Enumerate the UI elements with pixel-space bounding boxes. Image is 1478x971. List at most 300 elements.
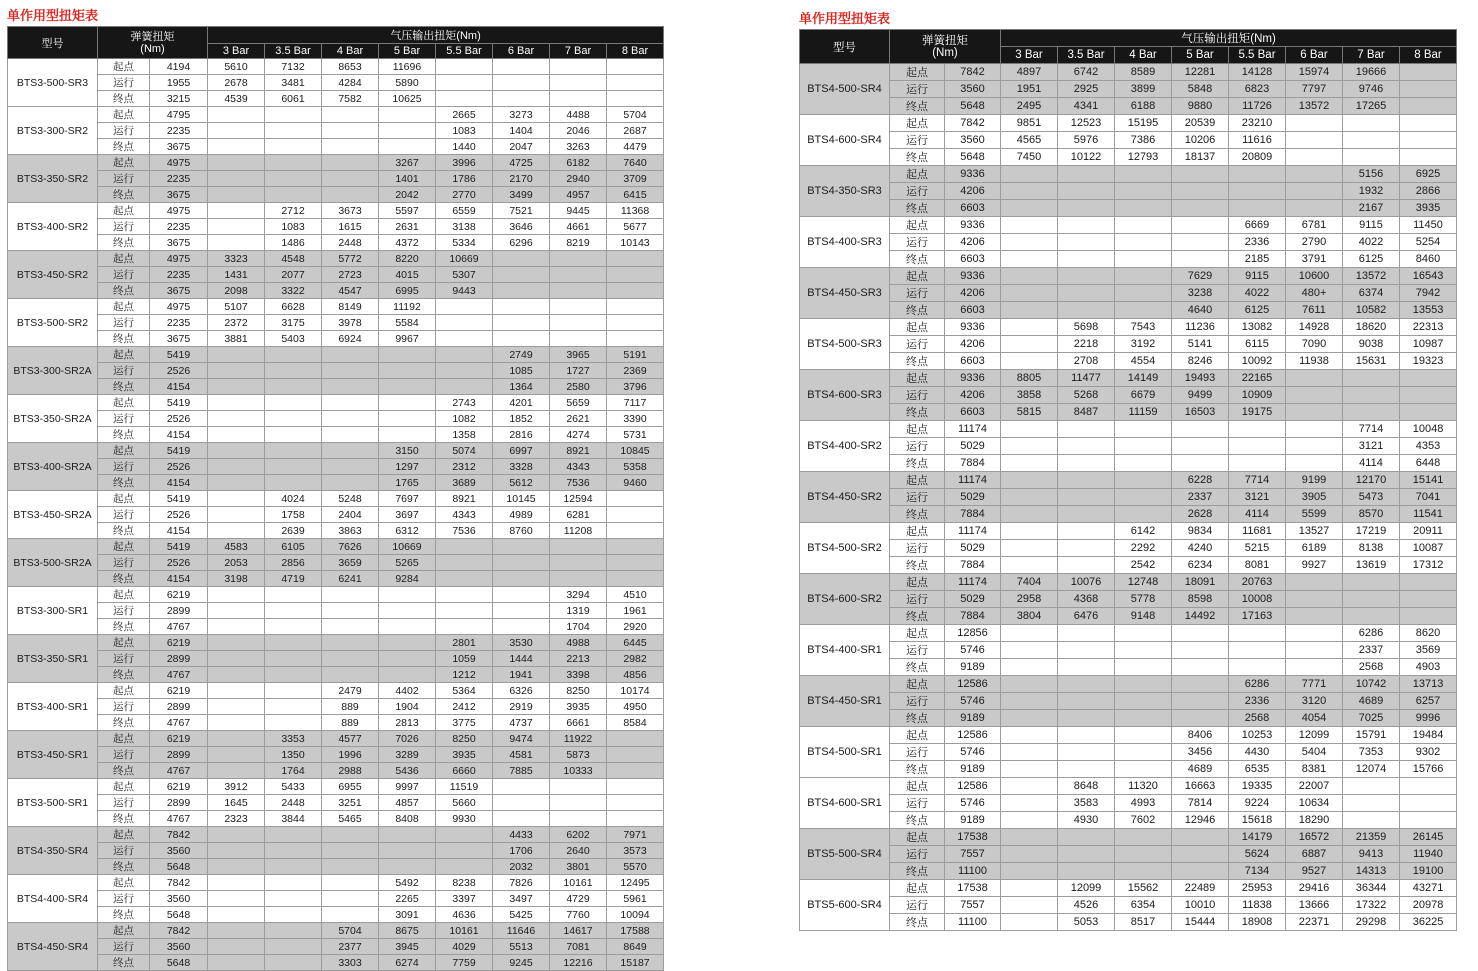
spring-torque-cell: 2526 — [150, 459, 208, 475]
torque-cell: 7771 — [1286, 676, 1343, 693]
torque-cell: 6286 — [1343, 625, 1400, 642]
torque-cell: 3121 — [1229, 489, 1286, 506]
torque-cell — [1115, 251, 1172, 268]
table-row — [800, 183, 1457, 200]
torque-cell: 26145 — [1400, 829, 1457, 846]
torque-cell: 11696 — [379, 59, 436, 75]
spring-torque-cell: 11174 — [945, 421, 1001, 438]
torque-cell: 4636 — [436, 907, 493, 923]
table-row — [8, 747, 664, 763]
phase-label-cell: 起点 — [890, 268, 945, 285]
phase-label-cell: 终点 — [890, 557, 945, 574]
torque-cell: 1645 — [208, 795, 265, 811]
torque-cell: 8921 — [550, 443, 607, 459]
table-row — [8, 619, 664, 635]
spring-torque-cell: 9189 — [945, 812, 1001, 829]
phase-label-cell: 运行 — [98, 459, 150, 475]
torque-cell — [379, 395, 436, 411]
spring-torque-cell: 9336 — [945, 319, 1001, 336]
torque-cell — [550, 59, 607, 75]
torque-cell — [1058, 234, 1115, 251]
model-cell: BTS4-600-SR1 — [800, 778, 890, 829]
phase-label-cell: 运行 — [98, 75, 150, 91]
header-bar-pressure: 5.5 Bar — [436, 44, 493, 59]
table-row — [8, 683, 664, 699]
torque-cell: 7582 — [322, 91, 379, 107]
torque-cell: 1401 — [379, 171, 436, 187]
torque-cell: 17219 — [1343, 523, 1400, 540]
torque-cell: 1704 — [550, 619, 607, 635]
torque-cell: 4114 — [1343, 455, 1400, 472]
torque-cell — [208, 411, 265, 427]
torque-cell: 5704 — [607, 107, 664, 123]
torque-cell — [265, 187, 322, 203]
table-row — [8, 171, 664, 187]
spring-torque-cell: 4767 — [150, 811, 208, 827]
torque-cell: 8381 — [1286, 761, 1343, 778]
torque-cell: 3965 — [550, 347, 607, 363]
table-row — [8, 571, 664, 587]
torque-cell: 15766 — [1400, 761, 1457, 778]
torque-cell — [1115, 710, 1172, 727]
torque-cell: 4897 — [1001, 64, 1058, 81]
torque-cell: 3945 — [379, 939, 436, 955]
spring-torque-cell: 2235 — [150, 267, 208, 283]
table-row — [800, 200, 1457, 217]
torque-cell: 3267 — [379, 155, 436, 171]
torque-cell: 20539 — [1172, 115, 1229, 132]
torque-cell — [1286, 438, 1343, 455]
phase-label-cell: 起点 — [98, 59, 150, 75]
spring-torque-cell: 6603 — [945, 302, 1001, 319]
table-row — [8, 443, 664, 459]
torque-cell: 5265 — [379, 555, 436, 571]
torque-cell — [1115, 200, 1172, 217]
torque-cell — [379, 347, 436, 363]
torque-cell: 5465 — [322, 811, 379, 827]
torque-cell — [1400, 591, 1457, 608]
phase-label-cell: 起点 — [890, 523, 945, 540]
spring-torque-cell: 9336 — [945, 217, 1001, 234]
torque-cell — [607, 75, 664, 91]
torque-cell — [436, 587, 493, 603]
torque-cell: 1764 — [265, 763, 322, 779]
phase-label-cell: 起点 — [890, 472, 945, 489]
torque-cell — [379, 603, 436, 619]
table-row — [8, 59, 664, 75]
torque-cell: 5425 — [493, 907, 550, 923]
table-row — [800, 829, 1457, 846]
table-row — [8, 315, 664, 331]
torque-cell — [1001, 880, 1058, 897]
spring-torque-cell: 5648 — [150, 907, 208, 923]
torque-cell: 6142 — [1115, 523, 1172, 540]
torque-cell — [493, 603, 550, 619]
torque-cell: 6448 — [1400, 455, 1457, 472]
torque-cell — [1286, 200, 1343, 217]
torque-cell — [436, 331, 493, 347]
torque-cell — [265, 123, 322, 139]
torque-cell: 2323 — [208, 811, 265, 827]
phase-label-cell: 运行 — [98, 555, 150, 571]
phase-label-cell: 起点 — [890, 625, 945, 642]
torque-cell: 3583 — [1058, 795, 1115, 812]
torque-cell — [550, 283, 607, 299]
torque-cell: 5570 — [607, 859, 664, 875]
spring-torque-cell: 3560 — [945, 81, 1001, 98]
torque-cell: 3091 — [379, 907, 436, 923]
torque-cell: 4015 — [379, 267, 436, 283]
model-cell: BTS5-500-SR4 — [800, 829, 890, 880]
torque-cell — [1172, 642, 1229, 659]
torque-cell: 6661 — [550, 715, 607, 731]
torque-cell: 6274 — [379, 955, 436, 971]
torque-cell — [1115, 761, 1172, 778]
table-row — [800, 744, 1457, 761]
model-cell: BTS4-450-SR2 — [800, 472, 890, 523]
phase-label-cell: 运行 — [98, 843, 150, 859]
torque-cell: 9148 — [1115, 608, 1172, 625]
torque-cell — [379, 859, 436, 875]
torque-cell: 1996 — [322, 747, 379, 763]
phase-label-cell: 起点 — [98, 875, 150, 891]
torque-cell — [1001, 778, 1058, 795]
torque-cell — [1229, 642, 1286, 659]
spring-torque-cell: 1955 — [150, 75, 208, 91]
table-row — [8, 523, 664, 539]
torque-cell — [1229, 625, 1286, 642]
torque-cell: 4554 — [1115, 353, 1172, 370]
torque-cell: 5677 — [607, 219, 664, 235]
torque-cell: 2919 — [493, 699, 550, 715]
torque-cell: 8921 — [436, 491, 493, 507]
torque-cell — [1058, 438, 1115, 455]
torque-cell: 19335 — [1229, 778, 1286, 795]
torque-cell: 2743 — [436, 395, 493, 411]
model-cell: BTS3-500-SR3 — [8, 59, 98, 107]
torque-cell: 3899 — [1115, 81, 1172, 98]
torque-cell: 5848 — [1172, 81, 1229, 98]
torque-cell: 2749 — [493, 347, 550, 363]
torque-cell: 7697 — [379, 491, 436, 507]
torque-cell: 7117 — [607, 395, 664, 411]
torque-cell: 11838 — [1229, 897, 1286, 914]
torque-cell — [208, 923, 265, 939]
torque-cell — [265, 955, 322, 971]
torque-cell — [550, 75, 607, 91]
torque-cell: 10669 — [379, 539, 436, 555]
torque-cell: 8220 — [379, 251, 436, 267]
torque-cell: 6679 — [1115, 387, 1172, 404]
torque-cell: 18137 — [1172, 149, 1229, 166]
torque-cell — [1001, 353, 1058, 370]
table-header — [8, 27, 664, 59]
table-row — [8, 907, 664, 923]
torque-cell: 10174 — [607, 683, 664, 699]
table-row — [800, 370, 1457, 387]
table-row — [8, 107, 664, 123]
torque-cell: 9930 — [436, 811, 493, 827]
torque-cell: 5610 — [208, 59, 265, 75]
torque-cell: 6997 — [493, 443, 550, 459]
torque-cell — [265, 891, 322, 907]
torque-cell: 1951 — [1001, 81, 1058, 98]
torque-cell — [493, 91, 550, 107]
torque-cell — [436, 299, 493, 315]
torque-cell — [1001, 846, 1058, 863]
table-row — [800, 506, 1457, 523]
torque-cell — [1058, 676, 1115, 693]
torque-cell: 1364 — [493, 379, 550, 395]
torque-cell — [607, 811, 664, 827]
torque-cell — [265, 683, 322, 699]
torque-cell: 3497 — [493, 891, 550, 907]
torque-cell: 889 — [322, 699, 379, 715]
torque-cell: 9443 — [436, 283, 493, 299]
torque-cell: 7404 — [1001, 574, 1058, 591]
torque-cell: 10582 — [1343, 302, 1400, 319]
torque-cell: 4029 — [436, 939, 493, 955]
torque-cell — [1115, 863, 1172, 880]
phase-label-cell: 终点 — [98, 619, 150, 635]
phase-label-cell: 运行 — [890, 642, 945, 659]
torque-cell: 5778 — [1115, 591, 1172, 608]
torque-cell — [550, 251, 607, 267]
torque-cell: 1932 — [1343, 183, 1400, 200]
phase-label-cell: 运行 — [98, 507, 150, 523]
torque-cell — [1058, 693, 1115, 710]
table-row — [8, 795, 664, 811]
torque-cell: 8598 — [1172, 591, 1229, 608]
torque-cell: 3138 — [436, 219, 493, 235]
torque-cell: 6535 — [1229, 761, 1286, 778]
table-row — [8, 411, 664, 427]
torque-cell — [550, 91, 607, 107]
torque-cell: 2665 — [436, 107, 493, 123]
table-row — [8, 827, 664, 843]
torque-cell — [1001, 319, 1058, 336]
torque-cell — [1172, 863, 1229, 880]
torque-cell: 15618 — [1229, 812, 1286, 829]
table-row — [8, 347, 664, 363]
phase-label-cell: 终点 — [890, 353, 945, 370]
model-cell: BTS4-500-SR3 — [800, 319, 890, 370]
phase-label-cell: 起点 — [98, 923, 150, 939]
torque-cell: 9996 — [1400, 710, 1457, 727]
torque-cell — [436, 59, 493, 75]
spring-torque-cell: 3675 — [150, 187, 208, 203]
torque-cell — [1172, 455, 1229, 472]
torque-cell — [1172, 234, 1229, 251]
torque-cell: 15562 — [1115, 880, 1172, 897]
phase-label-cell: 运行 — [98, 363, 150, 379]
torque-cell: 9115 — [1229, 268, 1286, 285]
model-cell: BTS3-300-SR2 — [8, 107, 98, 155]
torque-cell — [1001, 710, 1058, 727]
torque-cell: 2770 — [436, 187, 493, 203]
table-row — [8, 155, 664, 171]
spring-torque-cell: 2899 — [150, 747, 208, 763]
torque-cell — [493, 299, 550, 315]
torque-cell: 4488 — [550, 107, 607, 123]
torque-cell: 3935 — [1400, 200, 1457, 217]
torque-cell: 20978 — [1400, 897, 1457, 914]
torque-cell: 7353 — [1343, 744, 1400, 761]
header-air-output-torque: 气压输出扭矩(Nm) — [208, 27, 664, 44]
torque-cell: 14928 — [1286, 319, 1343, 336]
phase-label-cell: 起点 — [890, 676, 945, 693]
torque-cell: 9302 — [1400, 744, 1457, 761]
torque-cell: 4577 — [322, 731, 379, 747]
spring-torque-cell: 5419 — [150, 347, 208, 363]
torque-cell: 6995 — [379, 283, 436, 299]
phase-label-cell: 终点 — [98, 187, 150, 203]
torque-cell: 5404 — [1286, 744, 1343, 761]
torque-cell — [550, 795, 607, 811]
torque-cell — [1286, 642, 1343, 659]
torque-cell: 5597 — [379, 203, 436, 219]
phase-label-cell: 运行 — [98, 699, 150, 715]
table-row — [800, 591, 1457, 608]
torque-cell: 11940 — [1400, 846, 1457, 863]
torque-cell — [607, 491, 664, 507]
torque-cell: 5473 — [1343, 489, 1400, 506]
phase-label-cell: 起点 — [890, 166, 945, 183]
torque-cell: 2167 — [1343, 200, 1400, 217]
torque-cell — [1115, 472, 1172, 489]
model-cell: BTS4-400-SR2 — [800, 421, 890, 472]
phase-label-cell: 运行 — [890, 693, 945, 710]
spring-torque-cell: 6219 — [150, 779, 208, 795]
torque-cell: 2813 — [379, 715, 436, 731]
spring-torque-cell: 9336 — [945, 166, 1001, 183]
torque-cell — [550, 299, 607, 315]
torque-cell: 4581 — [493, 747, 550, 763]
table-row — [800, 574, 1457, 591]
torque-cell: 8460 — [1400, 251, 1457, 268]
spring-torque-cell: 4975 — [150, 203, 208, 219]
table-row — [8, 331, 664, 347]
torque-cell — [493, 251, 550, 267]
table-row — [8, 923, 664, 939]
torque-cell: 19484 — [1400, 727, 1457, 744]
torque-cell — [208, 139, 265, 155]
model-cell: BTS3-400-SR2 — [8, 203, 98, 251]
torque-cell — [265, 651, 322, 667]
torque-cell — [1115, 455, 1172, 472]
torque-cell — [1229, 421, 1286, 438]
torque-cell — [265, 443, 322, 459]
torque-cell: 10122 — [1058, 149, 1115, 166]
torque-cell: 10845 — [607, 443, 664, 459]
torque-cell: 7025 — [1343, 710, 1400, 727]
spring-torque-cell: 4767 — [150, 763, 208, 779]
torque-cell: 14617 — [550, 923, 607, 939]
torque-cell: 6326 — [493, 683, 550, 699]
table-row — [800, 81, 1457, 98]
table-row — [800, 149, 1457, 166]
torque-cell — [265, 107, 322, 123]
table-row — [800, 115, 1457, 132]
torque-cell — [1115, 744, 1172, 761]
header-spring-torque — [98, 27, 208, 59]
header-bar-pressure: 7 Bar — [1343, 47, 1400, 64]
spring-torque-cell: 4206 — [945, 285, 1001, 302]
torque-cell: 4719 — [265, 571, 322, 587]
spring-torque-cell: 5419 — [150, 395, 208, 411]
table-row — [800, 336, 1457, 353]
header-model: 型号 — [8, 27, 98, 59]
torque-cell: 4022 — [1229, 285, 1286, 302]
spring-torque-cell: 7557 — [945, 897, 1001, 914]
table-row — [8, 235, 664, 251]
phase-label-cell: 终点 — [98, 523, 150, 539]
torque-cell: 13572 — [1343, 268, 1400, 285]
torque-cell: 2479 — [322, 683, 379, 699]
torque-cell — [208, 603, 265, 619]
torque-cell: 4539 — [208, 91, 265, 107]
table-header — [800, 30, 1457, 64]
torque-cell: 2639 — [265, 523, 322, 539]
table-row — [8, 75, 664, 91]
torque-cell: 6312 — [379, 523, 436, 539]
torque-cell — [1343, 795, 1400, 812]
torque-cell: 2337 — [1172, 489, 1229, 506]
torque-cell: 7640 — [607, 155, 664, 171]
torque-cell: 2640 — [550, 843, 607, 859]
torque-cell — [1229, 438, 1286, 455]
torque-cell: 2404 — [322, 507, 379, 523]
torque-cell — [1115, 217, 1172, 234]
spring-torque-cell: 9189 — [945, 659, 1001, 676]
torque-cell — [1286, 183, 1343, 200]
spring-torque-cell: 2899 — [150, 795, 208, 811]
torque-cell: 6286 — [1229, 676, 1286, 693]
table-row — [8, 203, 664, 219]
torque-cell — [550, 315, 607, 331]
torque-cell: 7543 — [1115, 319, 1172, 336]
torque-cell: 16503 — [1172, 404, 1229, 421]
spring-torque-cell: 9189 — [945, 761, 1001, 778]
torque-cell: 3289 — [379, 747, 436, 763]
torque-cell — [1286, 387, 1343, 404]
spring-torque-cell: 9189 — [945, 710, 1001, 727]
header-bar-pressure: 5 Bar — [1172, 47, 1229, 64]
torque-cell: 17163 — [1229, 608, 1286, 625]
torque-cell: 36225 — [1400, 914, 1457, 931]
phase-label-cell: 起点 — [98, 251, 150, 267]
torque-cell: 7797 — [1286, 81, 1343, 98]
table-row — [800, 727, 1457, 744]
header-bar-pressure: 5.5 Bar — [1229, 47, 1286, 64]
torque-cell: 16543 — [1400, 268, 1457, 285]
torque-cell — [208, 443, 265, 459]
torque-cell — [607, 251, 664, 267]
torque-cell: 15444 — [1172, 914, 1229, 931]
torque-cell: 5403 — [265, 331, 322, 347]
torque-cell — [1115, 506, 1172, 523]
torque-cell: 2925 — [1058, 81, 1115, 98]
torque-cell: 6241 — [322, 571, 379, 587]
table-row — [8, 363, 664, 379]
header-spring-torque — [890, 30, 1001, 64]
torque-cell — [322, 171, 379, 187]
torque-cell — [208, 219, 265, 235]
torque-cell: 3796 — [607, 379, 664, 395]
torque-cell: 22489 — [1172, 880, 1229, 897]
torque-cell — [607, 315, 664, 331]
torque-cell: 2687 — [607, 123, 664, 139]
